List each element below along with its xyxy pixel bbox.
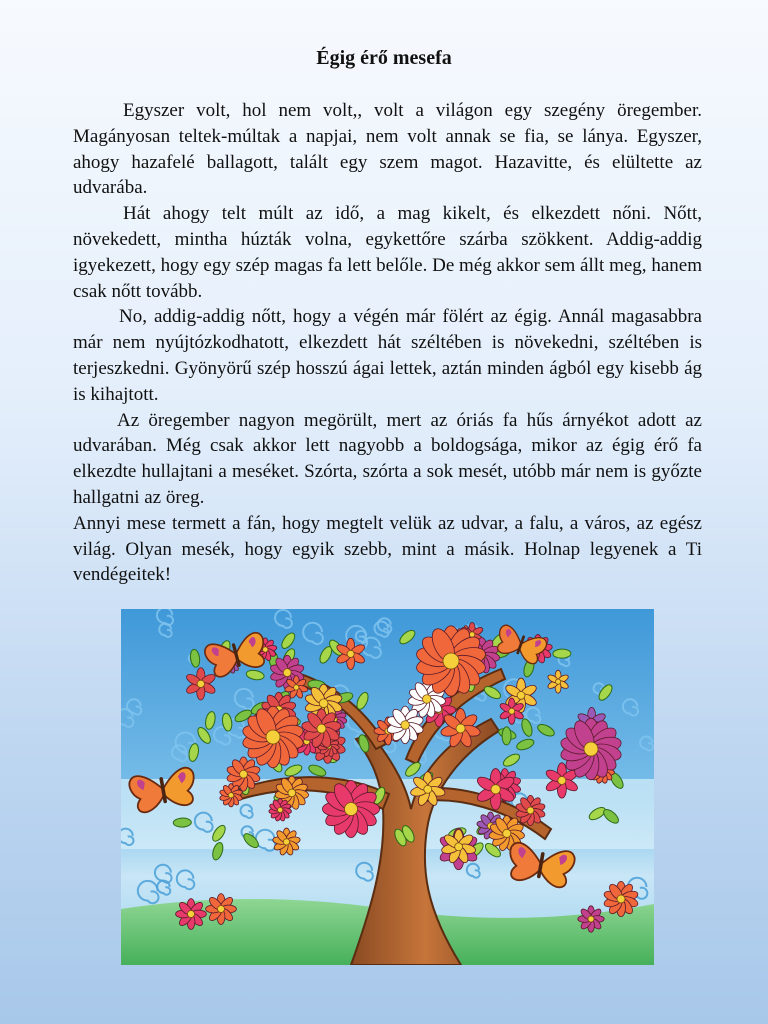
story-paragraph: Annyi mese termett a fán, hogy megtelt velük az udvar, a falu, a város, az egész világ. Olyan mesék, hogy egyik szebb, mint a másik. Holnap legyenek a Ti vendégeitek!	[73, 512, 702, 586]
story-paragraph: Hát ahogy telt múlt az idő, a mag kikelt, és elkezdett nőni. Nőtt, növekedett, mintha húzták volna, egykettőre szárba szökkent. Addig-addig igyekezett, hogy egy szép magas fa lett belőle. De még akkor sem állt meg, hanem csak nőtt tovább.	[73, 203, 702, 302]
story-body	[73, 98, 702, 588]
story-paragraph: Az öregember nagyon megörült, mert az óriás fa hűs árnyékot adott az udvarában. Még csak akkor lett nagyobb a boldogsága, mikor az égig érő fa elkezdte hullajtani a meséket. Szórta, szórta a sok mesét, utóbb már nem is győzte hallgatni az öreg.	[73, 409, 702, 508]
story-paragraph: Egyszer volt, hol nem volt,, volt a világon egy szegény öregember. Magányosan teltek-múltak a napjai, nem volt annak se fia, se lánya. Egyszer, ahogy hazafelé ballagott, talált egy szem magot. Hazavitte, és elültette az udvarába.	[73, 100, 702, 199]
tree-illustration	[121, 609, 654, 965]
story-title: Égig érő mesefa	[316, 47, 452, 69]
story-paragraph: No, addig-addig nőtt, hogy a végén már fölért az égig. Annál magasabbra már nem nyújtózkodhatott, elkezdett hát széltében is növekedni, széltében is terjeszkedni. Gyönyörű szép hosszú ágai lettek, aztán minden ágból egy kisebb ág is kihajtott.	[73, 306, 702, 405]
